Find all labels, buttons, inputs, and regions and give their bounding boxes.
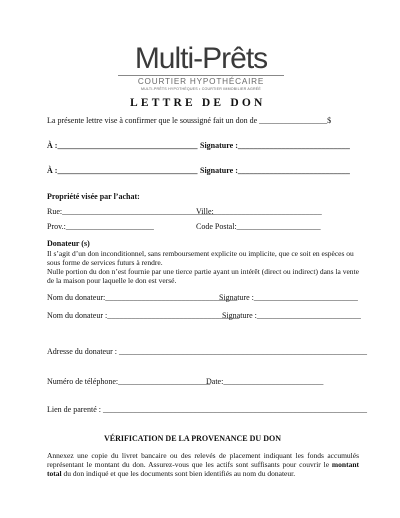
street-field[interactable]: Rue:______________________________________	[47, 207, 215, 216]
verification-text	[47, 451, 359, 479]
province-field[interactable]: Prov.:______________________	[47, 222, 154, 231]
city-field[interactable]: Ville:___________________________	[196, 207, 322, 216]
multi-prets-logo	[118, 44, 284, 92]
donor-date-field[interactable]: Date:_________________________	[206, 377, 324, 386]
verification-heading: VÉRIFICATION DE LA PROVENANCE DU DON	[104, 434, 281, 443]
property-heading: Propriété visée par l’achat:	[47, 192, 140, 201]
recipient-1-field[interactable]: À :___________________________________	[47, 141, 198, 150]
verification-text-bold: montant total	[47, 460, 359, 479]
logo-tagline: MULTI-PRÊTS HYPOTHÈQUES • COURTIER IMMOBILIER AGRÉÉ	[141, 87, 261, 91]
page-title: LETTRE DE DON	[130, 97, 266, 109]
recipient-2-field[interactable]: À :___________________________________	[47, 166, 198, 175]
intro-line: La présente lettre vise à confirmer que le soussigné fait un don de _________________$	[47, 116, 332, 125]
donor-phone-field[interactable]: Numéro de téléphone:_______________________	[47, 377, 211, 386]
postal-code-field[interactable]: Code Postal:_____________________	[196, 222, 321, 231]
logo-name: Multi-Prêts	[134, 42, 268, 75]
recipient-2-signature[interactable]: Signature :____________________________	[200, 166, 350, 175]
verification-text-part-2: du don indiqué et que les documents sont bien identifiés au nom du donateur.	[61, 469, 296, 479]
verification-text-part-1: Annexez une copie du livret bancaire ou des relevés de placement indiquant les fonds accumulés représentant le montant du don. Assurez-vous que les actifs sont suffisants pour couvrir le	[47, 451, 359, 470]
donor-signature-2-field[interactable]: Signature :__________________________	[222, 311, 361, 320]
donor-signature-1-field[interactable]: Signature :__________________________	[219, 293, 358, 302]
donor-name-2-field[interactable]: Nom du donateur :_________________________________	[47, 311, 240, 320]
donor-address-field[interactable]: Adresse du donateur : ______________________________________________________________	[47, 347, 367, 356]
recipient-1-signature[interactable]: Signature :____________________________	[200, 141, 350, 150]
donor-text-2: Nulle portion du don n’est fournie par une tierce partie ayant un intérêt (direct ou indirect) dans la vente de la maison pour laquelle le don est versé.	[47, 267, 359, 286]
donor-text-1: Il s’agit d’un don inconditionnel, sans remboursement explicite ou implicite, que ce soit en espèces ou sous forme de services futurs à rendre.	[47, 249, 354, 268]
relationship-field[interactable]: Lien de parenté : __________________________________________________________________	[47, 405, 367, 414]
logo-subtitle: COURTIER HYPOTHÉCAIRE	[118, 75, 284, 87]
donor-heading: Donateur (s)	[47, 239, 90, 248]
donor-name-1-field[interactable]: Nom du donateur:_________________________________	[47, 293, 238, 302]
